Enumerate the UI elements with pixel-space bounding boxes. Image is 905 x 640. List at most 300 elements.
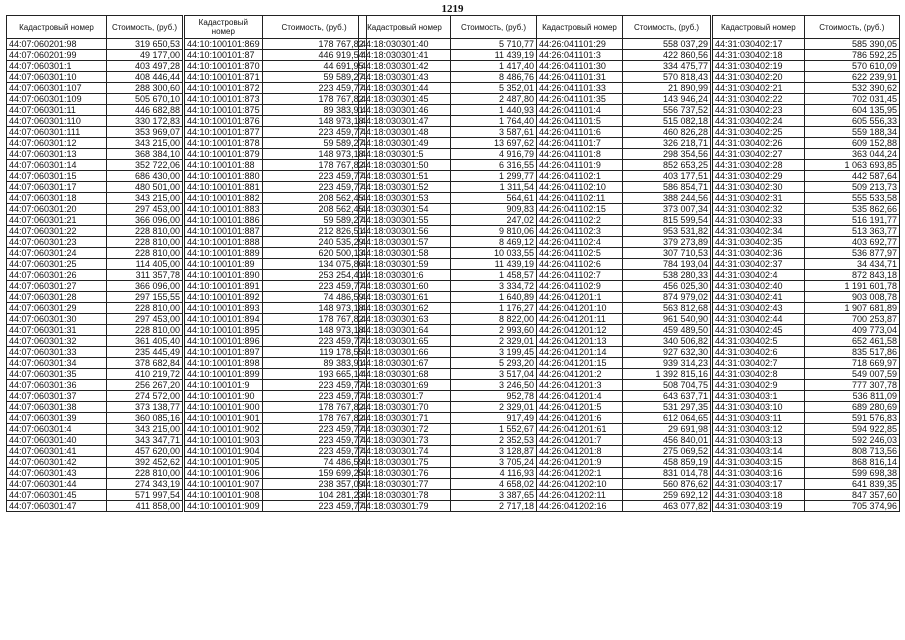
cadastral-number-cell: 44:10:100101:909 [185,501,263,512]
cost-cell: 34 434,71 [804,259,899,270]
cadastral-number-cell: 44:10:100101:881 [185,182,263,193]
table-row [7,446,183,457]
cost-cell: 2 717,18 [451,501,537,512]
cadastral-number-cell: 44:31:030403:1 [713,391,805,402]
cost-cell: 29 691,98 [623,424,711,435]
table-row [713,325,900,336]
cost-cell: 228 810,00 [107,468,183,479]
cost-cell: 558 037,29 [623,39,711,50]
table-row [713,83,900,94]
table-row [359,237,537,248]
cadastral-number-cell: 44:10:100101:875 [185,105,263,116]
cost-cell: 4 916,79 [451,149,537,160]
cadastral-number-cell: 44:07:060301:37 [7,391,107,402]
table-row [7,138,183,149]
cadastral-number-cell: 44:26:041201:61 [537,424,623,435]
cost-cell: 446 919,54 [262,50,366,61]
table-row [537,347,711,358]
table-row [359,490,537,501]
cost-cell: 223 459,77 [262,435,366,446]
cadastral-number-cell: 44:18:030301:49 [359,138,451,149]
table-row [185,490,367,501]
cost-cell: 643 637,71 [623,391,711,402]
table-row [713,226,900,237]
cadastral-number-cell: 44:31:030402:8 [713,369,805,380]
table-row [537,50,711,61]
table-row [537,171,711,182]
cadastral-number-cell: 44:31:030403:18 [713,490,805,501]
cadastral-number-cell: 44:31:030403:14 [713,446,805,457]
table-row [185,281,367,292]
table-row [7,369,183,380]
table-row [359,479,537,490]
table-row [7,248,183,259]
cadastral-number-cell: 44:31:030403:15 [713,457,805,468]
cost-cell: 11 439,19 [451,259,537,270]
table-row [713,314,900,325]
table-row [185,105,367,116]
cost-cell: 1 299,77 [451,171,537,182]
cost-cell: 622 239,91 [804,72,899,83]
table-row [359,215,537,226]
cost-cell: 1 764,40 [451,116,537,127]
cost-cell: 917,49 [451,413,537,424]
cadastral-number-cell: 44:18:030301:41 [359,50,451,61]
cadastral-number-cell: 44:31:030402:19 [713,61,805,72]
cost-cell: 119 178,55 [262,347,366,358]
cost-cell: 223 459,77 [262,446,366,457]
table-row [537,226,711,237]
cadastral-number-cell: 44:07:060301:26 [7,270,107,281]
table-row [713,39,900,50]
table-row [7,270,183,281]
cadastral-number-cell: 44:10:100101:888 [185,237,263,248]
table-row [359,83,537,94]
cost-cell: 536 877,97 [804,248,899,259]
cadastral-number-cell: 44:18:030301:67 [359,358,451,369]
cadastral-number-cell: 44:26:041101:9 [537,160,623,171]
cadastral-number-cell: 44:18:030301:71 [359,413,451,424]
cadastral-number-cell: 44:10:100101:890 [185,270,263,281]
table-row [713,501,900,512]
header-cost: Стоимость, (руб.) [623,16,711,39]
cadastral-number-cell: 44:10:100101:878 [185,138,263,149]
cost-cell: 379 273,89 [623,237,711,248]
table-header-row [185,16,367,39]
cadastral-number-cell: 44:31:030402:44 [713,314,805,325]
table-row [713,127,900,138]
table-row [359,347,537,358]
cadastral-number-cell: 44:10:100101:89 [185,259,263,270]
cadastral-number-cell: 44:18:030301:72 [359,424,451,435]
cadastral-number-cell: 44:18:030301:61 [359,292,451,303]
table-row [185,325,367,336]
cadastral-number-cell: 44:26:041201:2 [537,369,623,380]
table-row [359,270,537,281]
cost-cell: 307 710,53 [623,248,711,259]
cadastral-number-cell: 44:07:060301:109 [7,94,107,105]
cost-cell: 2 487,80 [451,94,537,105]
cost-cell: 228 810,00 [107,248,183,259]
table-row [7,457,183,468]
cadastral-number-cell: 44:18:030301:53 [359,193,451,204]
cadastral-number-cell: 44:26:041201:3 [537,380,623,391]
table-row [7,204,183,215]
cost-cell: 343 215,00 [107,138,183,149]
cadastral-number-cell: 44:07:060301:42 [7,457,107,468]
table-row [7,182,183,193]
page-number: 1219 [441,3,464,15]
cost-cell: 403 692,77 [804,237,899,248]
cost-cell: 442 587,64 [804,171,899,182]
cadastral-number-cell: 44:10:100101:88 [185,160,263,171]
cost-cell: 456 840,01 [623,435,711,446]
cadastral-number-cell: 44:07:060301:41 [7,446,107,457]
cadastral-number-cell: 44:07:060301:27 [7,281,107,292]
cadastral-number-cell: 44:18:030301:55 [359,215,451,226]
cost-cell: 953 531,82 [623,226,711,237]
table-row [713,138,900,149]
cadastral-number-cell: 44:07:060301:20 [7,204,107,215]
cadastral-number-cell: 44:26:041201:9 [537,457,623,468]
table-row [713,336,900,347]
cadastral-number-cell: 44:31:030402:25 [713,127,805,138]
table-row [359,314,537,325]
table-row [713,94,900,105]
cadastral-number-cell: 44:18:030301:51 [359,171,451,182]
cost-cell: 297 453,00 [107,204,183,215]
cost-cell: 509 213,73 [804,182,899,193]
cadastral-number-cell: 44:26:041201:10 [537,303,623,314]
table-row [185,479,367,490]
cadastral-number-cell: 44:26:041202:11 [537,490,623,501]
table-row [537,314,711,325]
cadastral-number-cell: 44:31:030402:4 [713,270,805,281]
cost-cell: 961 540,90 [623,314,711,325]
cadastral-number-cell: 44:18:030301:43 [359,72,451,83]
cost-cell: 3 128,87 [451,446,537,457]
table-row [359,116,537,127]
cadastral-number-cell: 44:10:100101:889 [185,248,263,259]
table-row [7,501,183,512]
cadastral-number-cell: 44:07:060301:38 [7,402,107,413]
cost-cell: 3 587,61 [451,127,537,138]
cadastral-number-cell: 44:31:030402:27 [713,149,805,160]
cadastral-number-cell: 44:07:060301:22 [7,226,107,237]
cadastral-number-cell: 44:26:041102:11 [537,193,623,204]
header-cost: Стоимость, (руб.) [107,16,183,39]
cadastral-number-cell: 44:31:030402:30 [713,182,805,193]
header-cadastral-number: Кадастровый номер [185,16,263,39]
table-row [713,105,900,116]
cost-cell: 368 384,10 [107,149,183,160]
cadastral-number-cell: 44:10:100101:90 [185,391,263,402]
table-row [713,61,900,72]
cost-cell: 620 500,13 [262,248,366,259]
cost-cell: 515 082,18 [623,116,711,127]
table-row [713,479,900,490]
cost-cell: 457 620,00 [107,446,183,457]
cost-cell: 238 357,09 [262,479,366,490]
cost-cell: 59 589,27 [262,215,366,226]
cost-cell: 1 176,27 [451,303,537,314]
cost-cell: 319 650,53 [107,39,183,50]
table-row [713,248,900,259]
cadastral-number-cell: 44:10:100101:880 [185,171,263,182]
cadastral-number-cell: 44:31:030403:10 [713,402,805,413]
cadastral-number-cell: 44:26:041201:7 [537,435,623,446]
table-row [185,336,367,347]
table-row [185,270,367,281]
cost-cell: 1 392 815,16 [623,369,711,380]
table-row [7,358,183,369]
table-row [7,127,183,138]
table-row [359,50,537,61]
cost-cell: 604 135,95 [804,105,899,116]
cost-cell: 228 810,00 [107,325,183,336]
cost-cell: 148 973,18 [262,149,366,160]
cost-cell: 326 218,71 [623,138,711,149]
cadastral-number-cell: 44:31:030402:7 [713,358,805,369]
cost-cell: 352 722,06 [107,160,183,171]
cadastral-number-cell: 44:26:041102:6 [537,259,623,270]
cost-cell: 456 025,30 [623,281,711,292]
table-row [713,490,900,501]
cost-cell: 1 440,93 [451,105,537,116]
cost-cell: 927 632,30 [623,347,711,358]
table-row [7,215,183,226]
cadastral-number-cell: 44:18:030301:73 [359,435,451,446]
table-row [713,237,900,248]
table-row [713,149,900,160]
cost-cell: 2 993,60 [451,325,537,336]
table-row [359,457,537,468]
cost-table-2 [184,15,367,512]
cadastral-number-cell: 44:18:030301:47 [359,116,451,127]
cadastral-number-cell: 44:26:041201:15 [537,358,623,369]
table-row [537,215,711,226]
table-row [537,259,711,270]
table-row [713,380,900,391]
cost-cell: 11 439,19 [451,50,537,61]
table-row [7,391,183,402]
table-row [537,457,711,468]
cadastral-number-cell: 44:10:100101:869 [185,39,263,50]
table-row [713,446,900,457]
table-row [537,204,711,215]
table-row [359,468,537,479]
table-row [7,39,183,50]
cadastral-number-cell: 44:10:100101:904 [185,446,263,457]
table-row [713,358,900,369]
cadastral-number-cell: 44:26:041102:2 [537,215,623,226]
cost-cell: 410 219,72 [107,369,183,380]
cost-cell: 591 576,83 [804,413,899,424]
cadastral-number-cell: 44:07:060301:44 [7,479,107,490]
cadastral-number-cell: 44:26:041101:8 [537,149,623,160]
table-row [359,105,537,116]
table-row [713,424,900,435]
cost-cell: 909,83 [451,204,537,215]
table-row [7,281,183,292]
table-row [185,39,367,50]
cost-cell: 570 610,09 [804,61,899,72]
cadastral-number-cell: 44:18:030301:42 [359,61,451,72]
table-row [537,61,711,72]
cadastral-number-cell: 44:26:041102:1 [537,171,623,182]
cost-table-1 [6,15,183,512]
table-row [359,39,537,50]
cost-cell: 361 405,40 [107,336,183,347]
table-row [7,347,183,358]
cost-cell: 5 352,01 [451,83,537,94]
cadastral-number-cell: 44:07:060301:23 [7,237,107,248]
cost-cell: 8 486,76 [451,72,537,83]
cost-cell: 868 816,14 [804,457,899,468]
cost-cell: 104 281,23 [262,490,366,501]
table-row [7,160,183,171]
table-row [713,270,900,281]
table-row [185,402,367,413]
cost-cell: 223 459,77 [262,380,366,391]
table-row [359,61,537,72]
cost-cell: 903 008,78 [804,292,899,303]
cadastral-number-cell: 44:26:041201:5 [537,402,623,413]
cost-cell: 59 589,27 [262,138,366,149]
cadastral-number-cell: 44:18:030301:69 [359,380,451,391]
table-row [359,127,537,138]
cost-cell: 555 533,58 [804,193,899,204]
cadastral-number-cell: 44:18:030301:60 [359,281,451,292]
header-cost: Стоимость, (руб.) [804,16,899,39]
cost-cell: 409 773,04 [804,325,899,336]
table-row [359,292,537,303]
cost-cell: 556 737,52 [623,105,711,116]
table-row [185,259,367,270]
cost-cell: 21 890,99 [623,83,711,94]
cost-cell: 235 445,49 [107,347,183,358]
cost-cell: 178 767,82 [262,94,366,105]
cadastral-number-cell: 44:26:041202:1 [537,468,623,479]
cadastral-number-cell: 44:18:030301:79 [359,501,451,512]
table-row [713,391,900,402]
cadastral-number-cell: 44:26:041102:10 [537,182,623,193]
table-row [185,347,367,358]
cost-cell: 44 691,95 [262,61,366,72]
cost-cell: 535 862,66 [804,204,899,215]
cadastral-number-cell: 44:18:030301:68 [359,369,451,380]
cost-cell: 531 297,35 [623,402,711,413]
cadastral-number-cell: 44:31:030403:12 [713,424,805,435]
cost-cell: 3 334,72 [451,281,537,292]
table-row [537,281,711,292]
cadastral-number-cell: 44:31:030402:20 [713,72,805,83]
cadastral-number-cell: 44:10:100101:903 [185,435,263,446]
cadastral-number-cell: 44:10:100101:873 [185,94,263,105]
cost-cell: 505 670,10 [107,94,183,105]
cadastral-number-cell: 44:07:060301:40 [7,435,107,446]
table-row [185,303,367,314]
cost-cell: 652 461,58 [804,336,899,347]
cadastral-number-cell: 44:31:030402:41 [713,292,805,303]
table-row [185,391,367,402]
table-row [537,402,711,413]
cost-cell: 208 562,45 [262,204,366,215]
cost-cell: 392 452,62 [107,457,183,468]
cadastral-number-cell: 44:07:060301:30 [7,314,107,325]
cost-cell: 3 199,45 [451,347,537,358]
cost-cell: 939 314,23 [623,358,711,369]
cadastral-number-cell: 44:07:060301:28 [7,292,107,303]
cost-cell: 585 390,05 [804,39,899,50]
table-row [359,336,537,347]
cadastral-number-cell: 44:07:060301:47 [7,501,107,512]
cost-cell: 513 363,77 [804,226,899,237]
cadastral-number-cell: 44:10:100101:882 [185,193,263,204]
cadastral-number-cell: 44:26:041102:7 [537,270,623,281]
table-row [359,358,537,369]
table-row [185,149,367,160]
cost-cell: 408 446,44 [107,72,183,83]
cadastral-number-cell: 44:07:060301:32 [7,336,107,347]
cost-cell: 592 246,03 [804,435,899,446]
table-row [185,468,367,479]
table-header-row [359,16,537,39]
table-row [185,160,367,171]
table-row [7,435,183,446]
table-row [359,446,537,457]
cost-cell: 8 822,00 [451,314,537,325]
table-row [713,116,900,127]
cadastral-number-cell: 44:10:100101:908 [185,490,263,501]
cost-cell: 686 430,00 [107,171,183,182]
cadastral-number-cell: 44:07:060301:33 [7,347,107,358]
table-row [537,479,711,490]
table-row [185,193,367,204]
table-row [359,94,537,105]
cadastral-number-cell: 44:31:030402:22 [713,94,805,105]
header-cost: Стоимость, (руб.) [262,16,366,39]
table-row [537,94,711,105]
cadastral-number-cell: 44:18:030301:66 [359,347,451,358]
cost-cell: 388 244,56 [623,193,711,204]
cost-cell: 559 188,34 [804,127,899,138]
cadastral-number-cell: 44:26:041201:11 [537,314,623,325]
cost-cell: 718 669,97 [804,358,899,369]
header-cost: Стоимость, (руб.) [451,16,537,39]
cadastral-number-cell: 44:07:060301:4 [7,424,107,435]
table-row [185,446,367,457]
cost-cell: 952,78 [451,391,537,402]
cost-cell: 223 459,77 [262,171,366,182]
table-row [7,72,183,83]
table-row [537,391,711,402]
table-row [537,325,711,336]
cost-cell: 458 859,19 [623,457,711,468]
cost-cell: 3 387,65 [451,490,537,501]
cadastral-number-cell: 44:10:100101:906 [185,468,263,479]
cost-cell: 1 191 601,78 [804,281,899,292]
cost-cell: 831 014,78 [623,468,711,479]
cost-cell: 784 193,04 [623,259,711,270]
table-row [7,413,183,424]
cost-cell: 256 267,20 [107,380,183,391]
table-row [185,435,367,446]
cadastral-number-cell: 44:31:030402:29 [713,171,805,182]
cadastral-number-cell: 44:07:060301:11 [7,105,107,116]
cost-cell: 1 417,40 [451,61,537,72]
table-row [7,50,183,61]
